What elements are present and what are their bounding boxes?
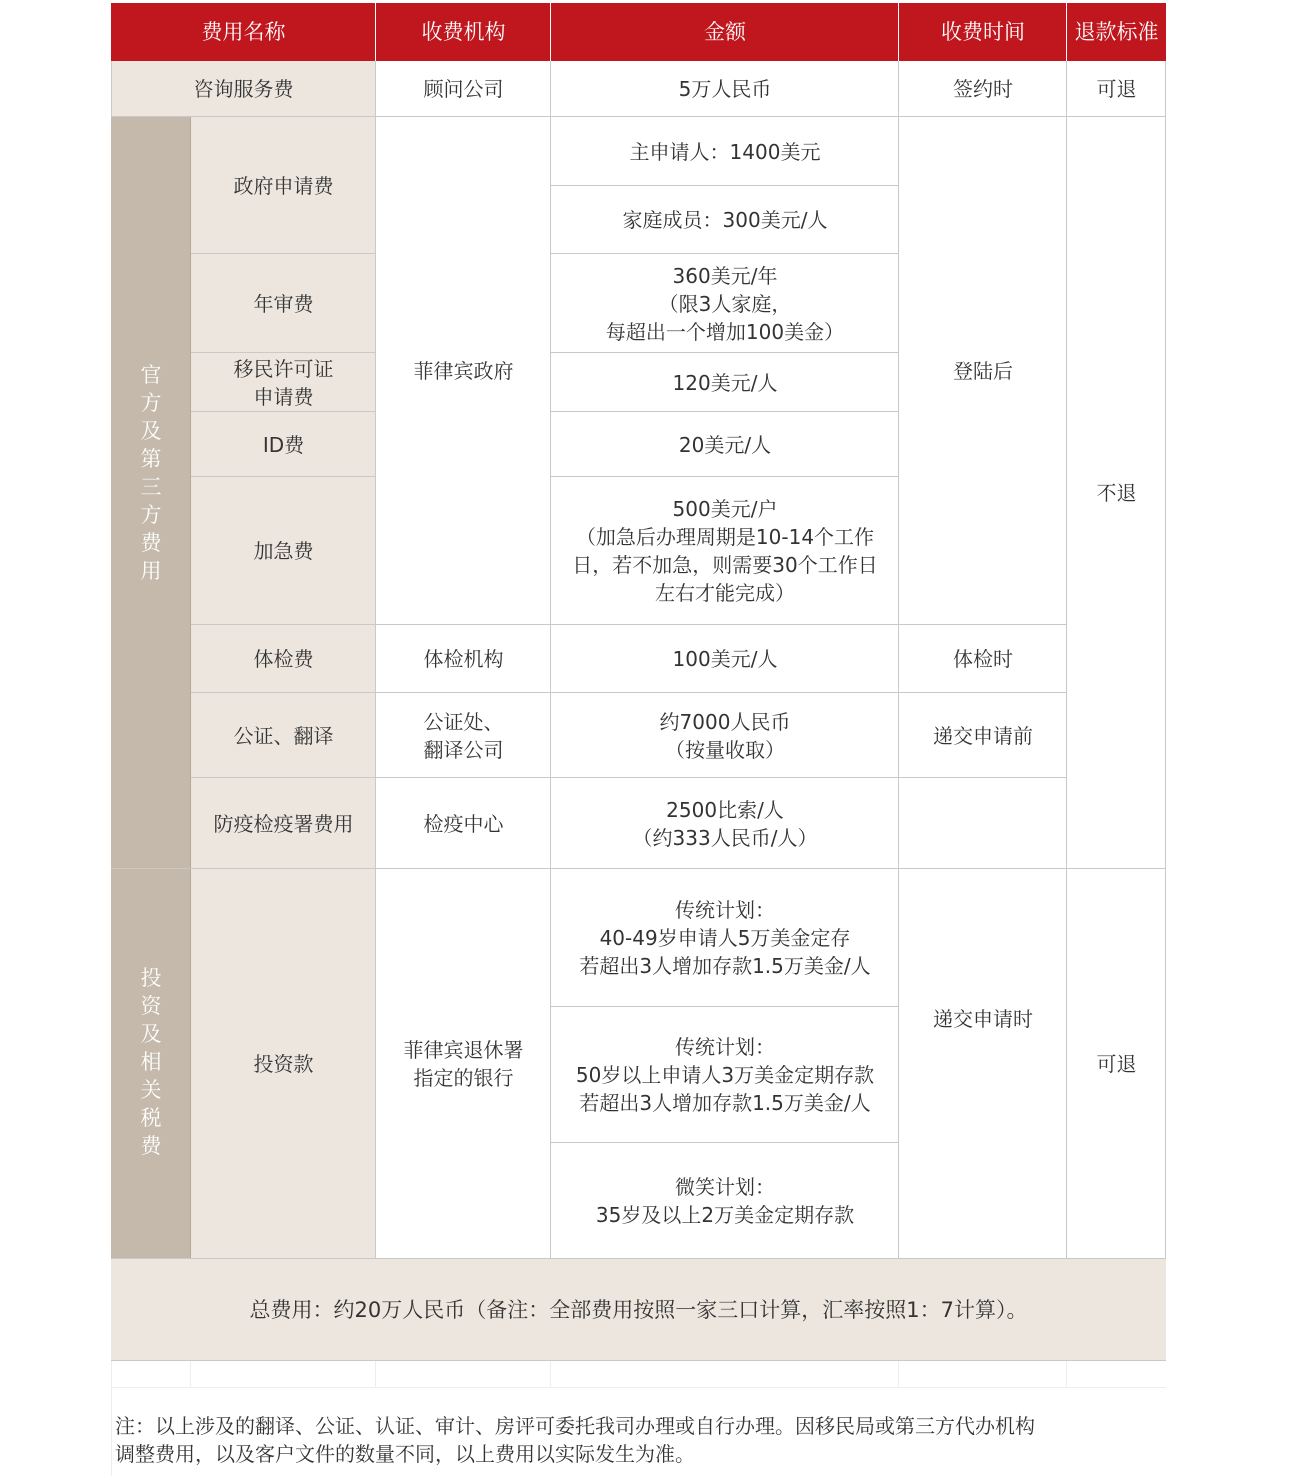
fee-notary: 公证、翻译 [191,693,376,778]
header-refund: 退款标准 [1067,3,1166,61]
fee-medical: 体检费 [191,625,376,693]
group-char: 资 [140,994,162,1018]
amount-express [551,477,899,625]
amount-quarantine [551,778,899,869]
time-before-submit: 递交申请前 [933,723,1033,748]
amount-medical: 100美元/人 [672,647,778,671]
amount-annual [551,254,899,353]
amount-line: 传统计划： [675,898,775,922]
org-quarantine: 检疫中心 [423,811,504,836]
amount-plan-traditional-1 [551,869,899,1007]
header-org: 收费机构 [376,3,551,61]
group-char: 用 [140,559,162,583]
amount-line: （加急后办理周期是10-14个工作 [575,525,875,549]
fee-gov-application: 政府申请费 [191,117,376,254]
org-bank-line: 菲律宾退休署 [403,1038,524,1062]
amount-plan-smile [551,1143,899,1259]
amount-line: 传统计划： [675,1035,775,1059]
fee-permit-line: 申请费 [253,384,314,409]
amount-line: 50岁以上申请人3万美金定期存款 [575,1063,875,1087]
time-at-submit: 递交申请时 [933,1006,1033,1031]
group-char: 官 [140,363,162,387]
refund-yes: 可退 [1096,1052,1137,1076]
org-gov: 菲律宾政府 [413,359,514,383]
amount-line: 2500比索/人 [666,797,784,822]
header-amount: 金额 [551,3,899,61]
fee-annual: 年审费 [191,254,376,353]
amount-line: 约7000人民币 [659,709,791,734]
amount-line: 500美元/户 [672,497,778,521]
amount-notary [551,693,899,778]
amount-main-applicant: 主申请人：1400美元 [629,139,821,164]
amount-family-member: 家庭成员：300美元/人 [622,208,828,232]
consult-org: 顾问公司 [423,77,504,101]
refund-no: 不退 [1096,481,1137,505]
amount-line: 360美元/年 [672,263,778,288]
amount-line: 40-49岁申请人5万美金定存 [599,926,851,950]
group-char: 及 [140,1022,162,1046]
org-notary-line: 公证处、 [423,709,504,734]
group-char: 及 [140,419,162,443]
group-char: 投 [140,966,162,990]
header-fee-name: 费用名称 [111,3,376,61]
footnote-line: 注：以上涉及的翻译、公证、认证、审计、房评可委托我司办理或自行办理。因移民局或第三方代办机构 [115,1414,1035,1438]
amount-line: （按量收取） [665,737,785,762]
org-medical: 体检机构 [423,647,504,671]
amount-line: 左右才能完成） [655,581,795,605]
amount-line: （限3人家庭， [658,291,792,316]
time-medical: 体检时 [953,647,1013,671]
consult-time: 签约时 [953,77,1013,101]
group-char: 费 [140,1134,162,1158]
org-notary-line: 翻译公司 [423,737,504,762]
amount-line: 若超出3人增加存款1.5万美金/人 [579,954,871,978]
amount-line: （约333人民币/人） [632,825,818,850]
group-invest-label [111,869,191,1259]
fee-id: ID费 [191,412,376,477]
fee-permit-line: 移民许可证 [233,356,334,381]
fee-express: 加急费 [191,477,376,625]
org-notary [376,693,551,778]
org-bank [376,869,551,1259]
amount-line: 日，若不加急，则需要30个工作日 [572,553,878,577]
group-char: 方 [140,503,162,527]
group-official-label [111,117,191,869]
footnote-line: 调整费用，以及客户文件的数量不同，以上费用以实际发生为准。 [115,1442,695,1466]
amount-line: 35岁及以上2万美金定期存款 [595,1203,855,1227]
group-char: 费 [140,531,162,555]
consult-fee-name: 咨询服务费 [111,61,376,117]
amount-id: 20美元/人 [678,432,772,457]
group-char: 关 [140,1078,162,1102]
consult-refund: 可退 [1096,77,1137,101]
amount-line: 每超出一个增加100美金） [605,319,845,344]
total-summary: 总费用：约20万人民币（备注：全部费用按照一家三口计算，汇率按照1：7计算）。 [111,1259,1166,1361]
amount-permit: 120美元/人 [672,370,778,395]
group-char: 第 [140,447,162,471]
time-after-landing: 登陆后 [953,359,1013,383]
footnote [115,1412,1165,1468]
fee-investment: 投资款 [191,869,376,1259]
org-bank-line: 指定的银行 [413,1066,514,1090]
group-char: 相 [140,1050,162,1074]
fee-permit [191,353,376,412]
group-char: 税 [140,1106,162,1130]
amount-plan-traditional-2 [551,1007,899,1143]
amount-line: 若超出3人增加存款1.5万美金/人 [579,1091,871,1115]
fee-quarantine: 防疫检疫署费用 [191,778,376,869]
header-time: 收费时间 [899,3,1067,61]
amount-line: 微笑计划： [675,1175,775,1199]
consult-amount: 5万人民币 [678,77,772,101]
group-char: 三 [140,475,162,499]
group-char: 方 [140,391,162,415]
